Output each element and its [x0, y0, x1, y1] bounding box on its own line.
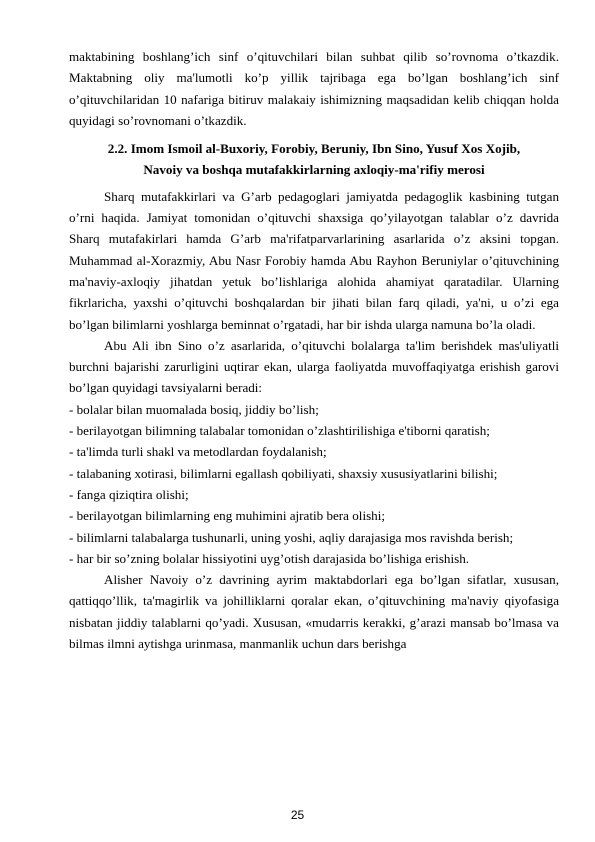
body-paragraph-1: Sharq mutafakkirlari va G’arb pedagoglari jamiyatda pedagoglik kasbining tutgan o’rni haqida. Jamiyat tomonidan o’qituvchi shaxsiga qo’yilayotgan talablar o’z davrida Sharq mutafakirlari hamda G’arb ma'rifatparvarlarining asarlarida o’z aksini topgan. Muhammad al-Xorazmiy, Abu Nasr Forobiy hamda Abu Rayhon Beruniylar o’qituvchining ma'naviy-axloqiy jihatdan yetuk bo’lishlariga alohida ahamiyat qaratadilar. Ularning fikrlaricha, yaxshi o’qituvchi boshqalardan bir jihati bilan farq qiladi, ya'ni, u o’zi ega bo’lgan bilimlarni yoshlarga beminnat o’rgatadi, har bir ishda ularga namuna bo’la oladi.: [69, 188, 559, 332]
recommendation-list: [69, 399, 559, 569]
section-heading-line-1: 2.2. Imom Ismoil al-Buxoriy, Forobiy, Beruniy, Ibn Sino, Yusuf Xos Xojib,: [107, 141, 521, 157]
list-item: - bolalar bilan muomalada bosiq, jiddiy bo’lish;: [69, 401, 319, 417]
section-heading-line-2: Navoiy va boshqa mutafakkirlarning axloqiy-ma'rifiy merosi: [143, 162, 485, 178]
document-page: [69, 46, 559, 654]
intro-paragraph: maktabining boshlang’ich sinf o’qituvchilari bilan suhbat qilib so’rovnoma o’tkazdik. Maktabning oliy ma'lumotli ko’p yillik tajribaga ega bo’lgan boshlang’ich sinf o’qituvchilaridan 10 nafariga bitiruv malakaiy ishimizning maqsadidan kelib chiqqan holda quyidagi so’rovnomani o’tkazdik.: [69, 49, 559, 128]
body-paragraph-2: Abu Ali ibn Sino o’z asarlarida, o’qituvchi bolalarga ta'lim berishdek mas'uliyatli burchni bajarishi zarurligini uqtirar ekan, ularga faoliyatda muvoffaqiyatga erishish garovi bo’lgan quyidagi tavsiyalarni beradi:: [69, 337, 559, 396]
list-item: - berilayotgan bilimning talabalar tomonidan o’zlashtirilishiga e'tiborni qaratish;: [69, 423, 490, 439]
section-heading: [69, 138, 559, 181]
page-number: 25: [290, 808, 305, 822]
list-item: - har bir so’zning bolalar hissiyotini uyg’otish darajasida bo’lishiga erishish.: [69, 550, 470, 566]
list-item: - talabaning xotirasi, bilimlarni egallash qobiliyati, shaxsiy xususiyatlarini bilishi;: [69, 465, 498, 481]
list-item: - berilayotgan bilimlarning eng muhimini ajratib bera olishi;: [69, 508, 385, 524]
list-item: - fanga qiziqtira olishi;: [69, 486, 189, 502]
list-item: - ta'limda turli shakl va metodlardan foydalanish;: [69, 444, 327, 460]
body-paragraph-3: Alisher Navoiy o’z davrining ayrim maktabdorlari ega bo’lgan sifatlar, xususan, qattiqqo’llik, ta'magirlik va johilliklarni qoralar ekan, o’qituvchining ma'naviy qiyofasiga nisbatan jiddiy talablarni qo’yadi. Xususan, «mudarris kerakki, g’arazi mansab bo’lmasa va bilmas ilmni aytishga urinmasa, manmanlik uchun dars berishga: [69, 572, 559, 652]
list-item: - bilimlarni talabalarga tushunarli, uning yoshi, aqliy darajasiga mos ravishda berish;: [69, 529, 514, 545]
